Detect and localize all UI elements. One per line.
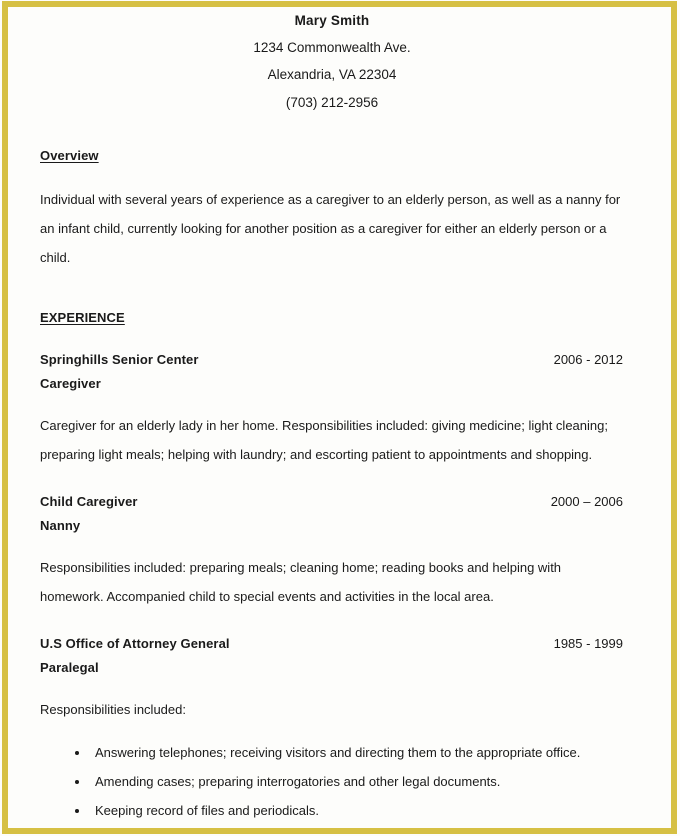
job-title: Paralegal <box>40 660 99 675</box>
experience-entry-header <box>40 494 624 509</box>
contact-street: 1234 Commonwealth Ave. <box>253 39 411 55</box>
experience-entry-header <box>40 352 624 367</box>
employment-dates: 1985 - 1999 <box>553 636 623 651</box>
employer-name: U.S Office of Attorney General <box>40 636 230 651</box>
candidate-name: Mary Smith <box>294 13 370 28</box>
overview-heading: Overview <box>40 148 99 163</box>
job-description: Responsibilities included: <box>40 702 186 717</box>
job-title: Nanny <box>40 518 81 533</box>
responsibilities-list <box>40 738 624 825</box>
job-description: Responsibilities included: preparing meals; cleaning home; reading books and helping with homework. Accompanied child to special events and activities in the local area. <box>40 560 562 604</box>
list-item: Keeping record of files and periodicals. <box>40 796 624 825</box>
experience-heading: EXPERIENCE <box>40 310 125 325</box>
overview-paragraph: Individual with several years of experience as a caregiver to an elderly person, as well as a nanny for an infant child, currently looking for another position as a caregiver for either an elderly person or a child. <box>40 192 621 265</box>
contact-header <box>40 14 624 109</box>
list-item: Amending cases; preparing interrogatories and other legal documents. <box>40 767 624 796</box>
employer-name: Child Caregiver <box>40 494 138 509</box>
experience-section <box>40 309 624 825</box>
experience-entry <box>40 494 624 611</box>
job-description: Caregiver for an elderly lady in her home. Responsibilities included: giving medicine; light cleaning; preparing light meals; helping with laundry; and escorting patient to appointments and shopping. <box>40 418 608 462</box>
contact-city-state-zip: Alexandria, VA 22304 <box>267 67 397 82</box>
employment-dates: 2006 - 2012 <box>553 352 623 367</box>
contact-phone: (703) 212-2956 <box>285 94 379 110</box>
experience-entry-header <box>40 636 624 651</box>
list-item: Answering telephones; receiving visitors and directing them to the appropriate office. <box>40 738 624 767</box>
experience-entry <box>40 352 624 469</box>
employment-dates: 2000 – 2006 <box>550 494 623 509</box>
job-title: Caregiver <box>40 376 101 391</box>
experience-entry <box>40 636 624 825</box>
employer-name: Springhills Senior Center <box>40 352 199 367</box>
overview-section <box>40 147 624 272</box>
resume-content <box>40 14 624 825</box>
